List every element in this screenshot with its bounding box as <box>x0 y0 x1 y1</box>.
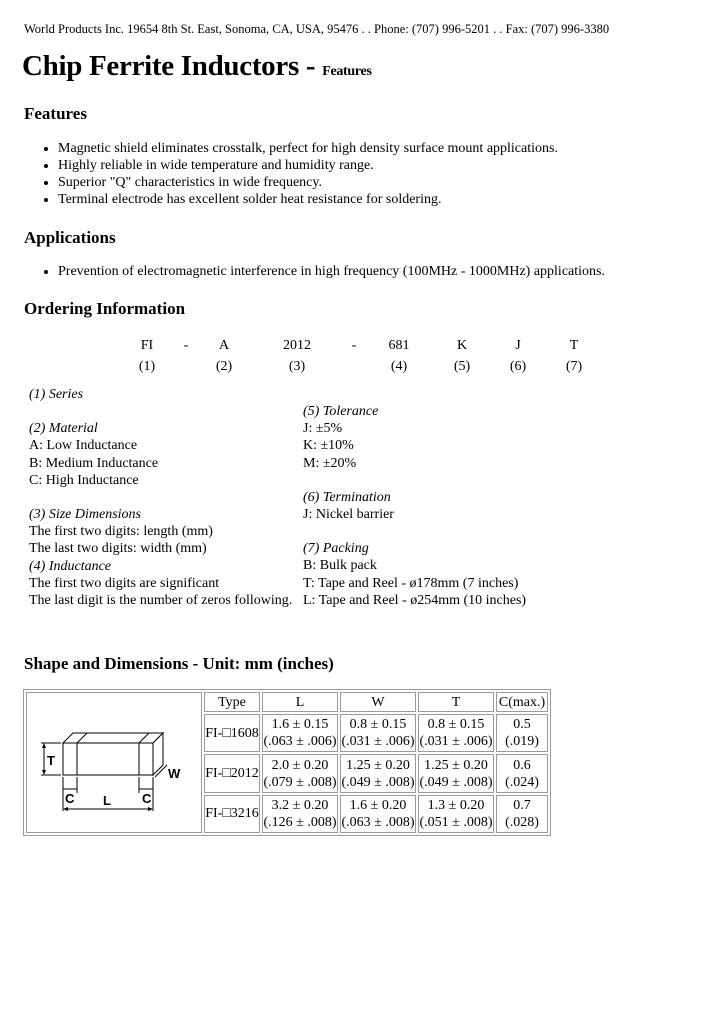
cell-value-inch: (.063 ± .008) <box>341 814 415 830</box>
cell-c <box>496 754 548 792</box>
option-line: B: Bulk pack <box>303 558 377 574</box>
cell-l <box>262 754 338 792</box>
option-title-series: (1) Series <box>29 387 84 402</box>
cell-t <box>418 795 494 833</box>
features-heading: Features <box>24 104 87 123</box>
cell-value: 3.2 ± 0.20 <box>271 797 329 813</box>
cell-value-inch: (.063 ± .006) <box>263 734 337 750</box>
option-line: The first two digits: length (mm) <box>29 524 213 540</box>
company-contact-line: World Products Inc. 19654 8th St. East, Sonoma, CA, USA, 95476 . . Phone: (707) 996-5201 . . Fax: (707) 996-3380 <box>24 22 610 36</box>
option-line: The last digit is the number of zeros following. <box>29 593 293 609</box>
cell-t <box>418 714 494 752</box>
cell-type: FI-□1608 <box>204 714 260 752</box>
cell-value: 2.0 ± 0.20 <box>271 757 329 773</box>
code-part: T <box>569 338 579 353</box>
option-line: M: ±20% <box>303 455 357 471</box>
index-part: (6) <box>509 359 527 374</box>
cell-w <box>340 754 416 792</box>
applications-heading: Applications <box>24 228 116 247</box>
option-line: L: Tape and Reel - ø254mm (10 inches) <box>303 592 527 608</box>
features-list <box>24 140 558 208</box>
cell-value: 1.25 ± 0.20 <box>424 757 488 773</box>
list-item: • Prevention of electromagnetic interference in high frequency (100MHz - 1000MHz) applications. <box>58 263 605 280</box>
cell-c <box>496 714 548 752</box>
column-header-l: L <box>262 692 338 712</box>
option-title-termination: (6) Termination <box>303 489 391 505</box>
option-line: J: ±5% <box>303 421 343 437</box>
index-part: (1) <box>138 359 156 374</box>
cell-value: 0.7 <box>513 797 531 813</box>
option-line: T: Tape and Reel - ø178mm (7 inches) <box>303 575 519 591</box>
list-item: • Magnetic shield eliminates crosstalk, perfect for high density surface mount applications. <box>58 140 558 157</box>
index-part: (2) <box>215 359 233 374</box>
column-header-t: T <box>418 692 494 712</box>
ordering-options-left <box>29 386 292 609</box>
option-title-inductance: (4) Inductance <box>29 558 112 574</box>
cell-l <box>262 714 338 752</box>
cell-c <box>496 795 548 833</box>
ordering-index-row <box>0 359 720 377</box>
cell-value: 0.8 ± 0.15 <box>349 717 407 733</box>
cell-value-inch: (.051 ± .008) <box>419 814 493 830</box>
code-part: J <box>515 338 521 353</box>
dim-label-c-left: C <box>65 791 75 806</box>
cell-l <box>262 795 338 833</box>
cell-value: 1.25 ± 0.20 <box>346 757 410 773</box>
ordering-heading: Ordering Information <box>24 299 186 318</box>
dim-label-l: L <box>103 793 111 808</box>
code-part: - <box>183 338 189 353</box>
option-title-tolerance: (5) Tolerance <box>303 404 379 419</box>
code-part: A <box>218 338 230 353</box>
option-line: The first two digits are significant <box>29 575 220 591</box>
cell-t <box>418 754 494 792</box>
cell-value: 1.6 ± 0.15 <box>271 717 329 733</box>
code-part: FI <box>140 338 154 353</box>
index-part: (5) <box>453 359 471 374</box>
cell-value: 0.5 <box>513 717 531 733</box>
cell-value: 1.6 ± 0.20 <box>349 797 407 813</box>
option-line: C: High Inductance <box>29 472 139 488</box>
cell-value-inch: (.024) <box>505 774 539 790</box>
code-part: 681 <box>388 338 410 353</box>
cell-value: 0.8 ± 0.15 <box>427 717 485 733</box>
dim-label-c-right: C <box>142 791 152 806</box>
cell-value: 1.3 ± 0.20 <box>427 797 485 813</box>
cell-value-inch: (.049 ± .008) <box>419 774 493 790</box>
column-header-c: C(max.) <box>496 692 548 712</box>
column-header-type: Type <box>204 692 260 712</box>
option-line: A: Low Inductance <box>29 438 138 454</box>
list-item: • Terminal electrode has excellent solder heat resistance for soldering. <box>58 191 558 208</box>
index-part: (7) <box>565 359 583 374</box>
cell-value-inch: (.028) <box>505 814 539 830</box>
cell-value-inch: (.031 ± .006) <box>419 734 493 750</box>
option-line: K: ±10% <box>303 438 354 454</box>
ordering-options-right <box>303 403 526 609</box>
page-title-sub: Features <box>322 64 372 79</box>
cell-w <box>340 795 416 833</box>
option-line: B: Medium Inductance <box>29 455 159 471</box>
dimensions-table <box>23 689 551 836</box>
option-title-size: (3) Size Dimensions <box>29 507 141 523</box>
chip-outline-icon <box>27 693 201 827</box>
list-item: • Superior "Q" characteristics in wide frequency. <box>58 174 558 191</box>
code-part: K <box>456 338 468 353</box>
option-title-packing: (7) Packing <box>303 541 369 557</box>
dim-label-w: W <box>168 766 181 781</box>
table-header-row <box>26 692 548 712</box>
option-title-material: (2) Material <box>29 421 98 437</box>
chip-dimension-drawing <box>26 692 202 833</box>
option-line: J: Nickel barrier <box>303 507 394 523</box>
dimensions-heading: Shape and Dimensions - Unit: mm (inches) <box>24 654 334 673</box>
option-line: The last two digits: width (mm) <box>29 541 207 557</box>
cell-value-inch: (.049 ± .008) <box>341 774 415 790</box>
index-part: (3) <box>288 359 306 374</box>
cell-value-inch: (.079 ± .008) <box>263 774 337 790</box>
code-part: 2012 <box>283 338 311 353</box>
cell-value-inch: (.126 ± .008) <box>263 814 337 830</box>
ordering-code-row <box>0 338 720 356</box>
cell-value: 0.6 <box>513 757 531 773</box>
page-title-main: Chip Ferrite Inductors - <box>22 50 323 82</box>
cell-value-inch: (.019) <box>505 734 539 750</box>
applications-list <box>24 263 605 280</box>
list-item: • Highly reliable in wide temperature and humidity range. <box>58 157 558 174</box>
column-header-w: W <box>340 692 416 712</box>
index-part: (4) <box>390 359 408 374</box>
page-title <box>22 50 372 83</box>
cell-w <box>340 714 416 752</box>
dim-label-t: T <box>47 753 55 768</box>
cell-type: FI-□3216 <box>204 795 260 833</box>
cell-value-inch: (.031 ± .006) <box>341 734 415 750</box>
cell-type: FI-□2012 <box>204 754 260 792</box>
code-part: - <box>351 338 357 353</box>
